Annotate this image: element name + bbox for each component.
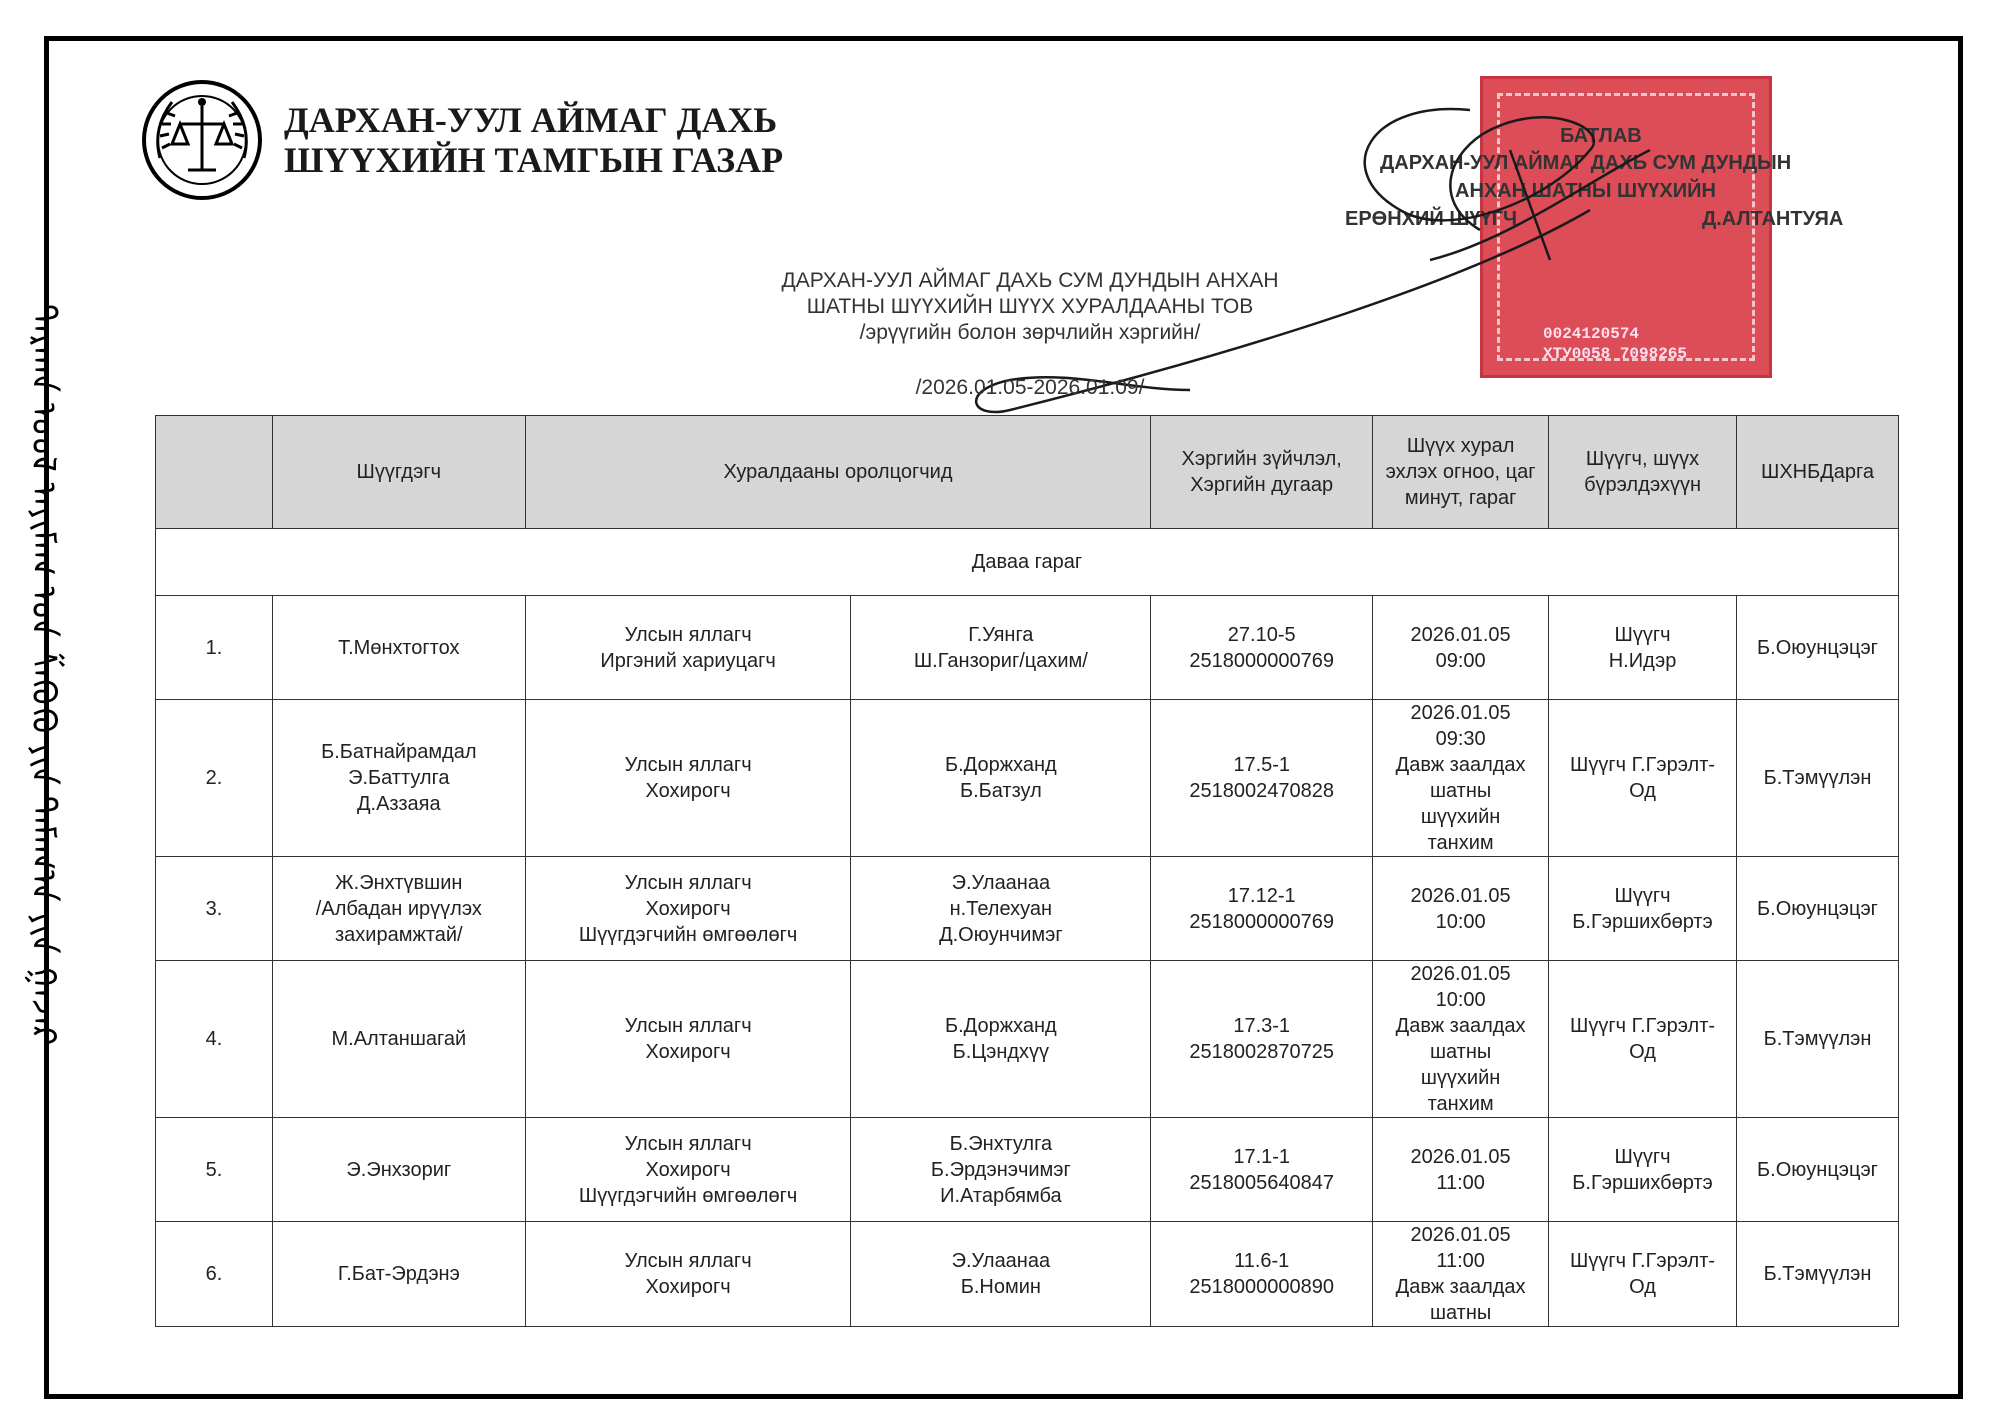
participant-roles-cell: Улсын яллагч Хохирогч xyxy=(525,961,851,1118)
left-margin-script xyxy=(0,200,86,1200)
secretary-cell: Б.Оюунцэцэг xyxy=(1737,596,1899,700)
judge-cell: Шүүгч Г.Гэрэлт- Од xyxy=(1549,700,1737,857)
participant-roles-cell: Улсын яллагч Хохирогч xyxy=(525,700,851,857)
header-no xyxy=(156,416,273,529)
schedule-table xyxy=(155,415,1899,1327)
organization-title-line2: ШҮҮХИЙН ТАМГЫН ГАЗАР xyxy=(284,140,784,180)
case-cell: 17.1-1 2518005640847 xyxy=(1151,1118,1373,1222)
secretary-cell: Б.Оюунцэцэг xyxy=(1737,857,1899,961)
header-defendant: Шүүгдэгч xyxy=(272,416,525,529)
hearing-time-cell: 2026.01.05 09:00 xyxy=(1373,596,1549,700)
approval-court-line2: АНХАН ШАТНЫ ШҮҮХИЙН xyxy=(1455,180,1716,202)
stamp-number-1: 0024120574 xyxy=(1543,325,1640,343)
judge-cell: Шүүгч Б.Гэршихбөртэ xyxy=(1549,857,1737,961)
row-number: 5. xyxy=(156,1118,273,1222)
row-number: 2. xyxy=(156,700,273,857)
hearing-time-cell: 2026.01.05 09:30 Давж заалдах шатны шүүхийн танхим xyxy=(1373,700,1549,857)
row-number: 4. xyxy=(156,961,273,1118)
secretary-cell: Б.Оюунцэцэг xyxy=(1737,1118,1899,1222)
participant-names-cell: Б.Доржханд Б.Цэндхүү xyxy=(851,961,1151,1118)
organization-header xyxy=(140,78,783,202)
hearing-time-cell: 2026.01.05 10:00 xyxy=(1373,857,1549,961)
case-cell: 17.5-1 2518002470828 xyxy=(1151,700,1373,857)
hearing-time-cell: 2026.01.05 10:00 Давж заалдах шатны шүүхийн танхим xyxy=(1373,961,1549,1118)
table-row xyxy=(156,857,1899,961)
stamp-number-2: ХТУ0058 7098265 xyxy=(1543,345,1688,363)
table-row xyxy=(156,1222,1899,1327)
document-title xyxy=(700,268,1360,346)
table-row xyxy=(156,1118,1899,1222)
header-judge: Шүүгч, шүүх бүрэлдэхүүн xyxy=(1549,416,1737,529)
participant-names-cell: Э.Улаанаа Б.Номин xyxy=(851,1222,1151,1327)
participant-roles-cell: Улсын яллагч Хохирогч Шүүгдэгчийн өмгөөлөгч xyxy=(525,1118,851,1222)
defendant-cell: М.Алтаншагай xyxy=(272,961,525,1118)
judge-cell: Шүүгч Б.Гэршихбөртэ xyxy=(1549,1118,1737,1222)
defendant-cell: Б.Батнайрамдал Э.Баттулга Д.Аззаяа xyxy=(272,700,525,857)
document-date-range: /2026.01.05-2026.01.09/ xyxy=(915,376,1145,399)
header-case: Хэргийн зүйчлэл, Хэргийн дугаар xyxy=(1151,416,1373,529)
organization-title-line1: ДАРХАН-УУЛ АЙМАГ ДАХЬ xyxy=(284,100,778,140)
court-emblem-icon xyxy=(140,78,264,202)
participant-names-cell: Б.Доржханд Б.Батзул xyxy=(851,700,1151,857)
document-title-line3: /эрүүгийн болон зөрчлийн хэргийн/ xyxy=(859,321,1201,344)
approval-court-line: ДАРХАН-УУЛ АЙМАГ ДАХЬ СУМ ДУНДЫН xyxy=(1380,152,1792,174)
case-cell: 17.12-1 2518000000769 xyxy=(1151,857,1373,961)
participant-names-cell: Э.Улаанаа н.Телехуан Д.Оюунчимэг xyxy=(851,857,1151,961)
document-title-line1: ДАРХАН-УУЛ АЙМАГ ДАХЬ СУМ ДУНДЫН АНХАН xyxy=(781,269,1279,292)
secretary-cell: Б.Тэмүүлэн xyxy=(1737,961,1899,1118)
document-title-line2: ШАТНЫ ШҮҮХИЙН ШҮҮХ ХУРАЛДААНЫ ТОВ xyxy=(806,295,1254,318)
header-time: Шүүх хурал эхлэх огноо, цаг минут, гараг xyxy=(1373,416,1549,529)
approval-title: БАТЛАВ xyxy=(1560,125,1642,147)
row-number: 3. xyxy=(156,857,273,961)
participant-names-cell: Б.Энхтулга Б.Эрдэнэчимэг И.Атарбямба xyxy=(851,1118,1151,1222)
participant-roles-cell: Улсын яллагч Хохирогч xyxy=(525,1222,851,1327)
case-cell: 11.6-1 2518000000890 xyxy=(1151,1222,1373,1327)
participant-names-cell: Г.Уянга Ш.Ганзориг/цахим/ xyxy=(851,596,1151,700)
hearing-time-cell: 2026.01.05 11:00 Давж заалдах шатны xyxy=(1373,1222,1549,1327)
table-row xyxy=(156,961,1899,1118)
header-secretary: ШХНБДарга xyxy=(1737,416,1899,529)
table-header-row xyxy=(156,416,1899,529)
judge-cell: Шүүгч Н.Идэр xyxy=(1549,596,1737,700)
day-label: Даваа гараг xyxy=(156,529,1899,596)
row-number: 6. xyxy=(156,1222,273,1327)
table-row xyxy=(156,700,1899,857)
participant-roles-cell: Улсын яллагч Хохирогч Шүүгдэгчийн өмгөөлөгч xyxy=(525,857,851,961)
header-participants: Хуралдааны оролцогчид xyxy=(525,416,1151,529)
organization-title xyxy=(284,100,783,180)
secretary-cell: Б.Тэмүүлэн xyxy=(1737,700,1899,857)
defendant-cell: Т.Мөнхтогтох xyxy=(272,596,525,700)
defendant-cell: Э.Энхзориг xyxy=(272,1118,525,1222)
case-cell: 17.3-1 2518002870725 xyxy=(1151,961,1373,1118)
defendant-cell: Г.Бат-Эрдэнэ xyxy=(272,1222,525,1327)
day-row xyxy=(156,529,1899,596)
approval-block xyxy=(1330,120,1870,240)
approval-position: ЕРӨНХИЙ ШҮҮГЧ xyxy=(1345,208,1518,230)
judge-cell: Шүүгч Г.Гэрэлт- Од xyxy=(1549,1222,1737,1327)
hearing-time-cell: 2026.01.05 11:00 xyxy=(1373,1118,1549,1222)
approval-name: Д.АЛТАНТУЯА xyxy=(1702,208,1844,230)
table-row xyxy=(156,596,1899,700)
participant-roles-cell: Улсын яллагч Иргэний хариуцагч xyxy=(525,596,851,700)
case-cell: 27.10-5 2518000000769 xyxy=(1151,596,1373,700)
row-number: 1. xyxy=(156,596,273,700)
judge-cell: Шүүгч Г.Гэрэлт- Од xyxy=(1549,961,1737,1118)
defendant-cell: Ж.Энхтүвшин /Албадан ирүүлэх захирамжтай/ xyxy=(272,857,525,961)
secretary-cell: Б.Тэмүүлэн xyxy=(1737,1222,1899,1327)
mongolian-script-text: ᠳᠠᠷᠬᠠᠨ ᠤᠤᠯ ᠠᠶᠢᠮᠠᠭ ᠤᠨ ᠱᠡᠭᠦᠬᠦ ᠶᠢᠨ ᠲᠠᠮᠠᠭ᠎ᠠ ᠶᠢᠨ ᠭᠠᠵᠠᠷ xyxy=(23,304,63,1046)
